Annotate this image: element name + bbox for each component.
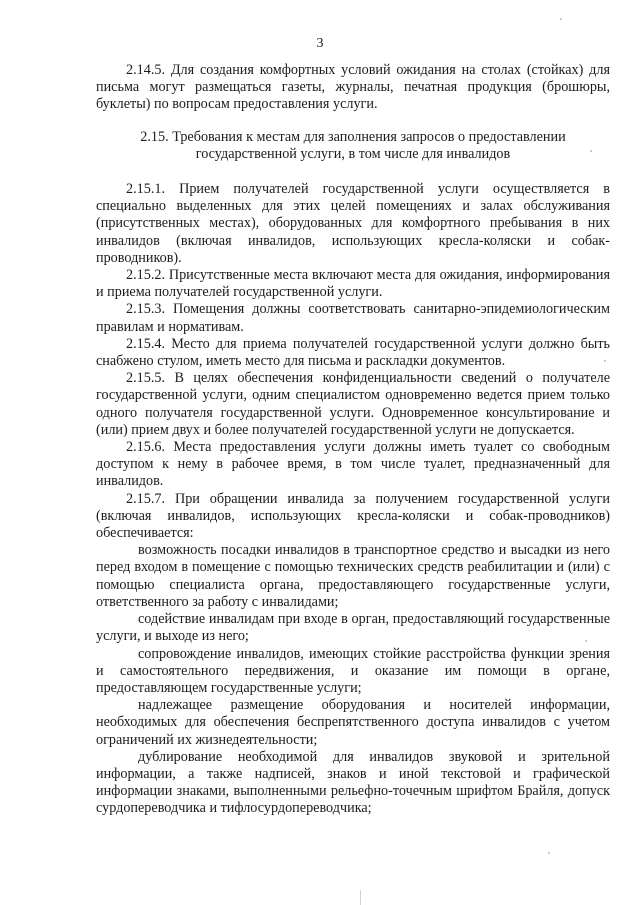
scan-speck xyxy=(585,640,587,642)
section-heading-2-15: 2.15. Требования к местам для заполнения запросов о предоставлении государственной услуги, в том числе для инвалидов xyxy=(140,128,566,162)
list-item: надлежащее размещение оборудования и носителей информации, необходимых для обеспечения беспрепятственного доступа инвалидов с учетом ограничений их жизнедеятельности; xyxy=(96,697,610,748)
paragraph-2-15-4: 2.15.4. Место для приема получателей государственной услуги должно быть снабжено стулом, иметь место для письма и раскладки документов. xyxy=(96,335,610,370)
paragraph-2-15-2: 2.15.2. Присутственные места включают места для ожидания, информирования и приема получателей государственной услуги. xyxy=(96,267,610,301)
scan-speck xyxy=(548,852,550,854)
list-item: дублирование необходимой для инвалидов звуковой и зрительной информации, а также надписей, знаков и иной текстовой и графической информации знаками, выполненными рельефно-точечным шрифтом Брайля, допуск сурдопереводчика и тифлосурдопереводчика; xyxy=(96,748,610,817)
scan-speck xyxy=(590,150,592,152)
scan-edge-line xyxy=(360,890,361,905)
document-body xyxy=(96,62,610,818)
paragraph-2-15-5: 2.15.5. В целях обеспечения конфиденциальности сведений о получателе государственной услуги, одним специалистом одновременно ведется прием только одного получателя государственной услуги. Одновременное консультирование и (или) прием двух и более получателей государственной услуги не допускается. xyxy=(96,370,610,438)
paragraph-2-15-1: 2.15.1. Прием получателей государственной услуги осуществляется в специально выделенных для этих целей помещениях и залах обслуживания (присутственных местах), оборудованных для комфортного пребывания в них инвалидов (включая инвалидов, использующих кресла-коляски и собак-проводников). xyxy=(96,181,610,266)
list-item: сопровождение инвалидов, имеющих стойкие расстройства функции зрения и самостоятельного передвижения, и оказание им помощи в органе, предоставляющем государственные услуги; xyxy=(96,645,610,696)
paragraph-2-15-6: 2.15.6. Места предоставления услуги должны иметь туалет со свободным доступом к нему в рабочее время, в том числе туалет, предназначенный для инвалидов. xyxy=(96,439,610,490)
paragraph-2-15-7: 2.15.7. При обращении инвалида за получением государственной услуги (включая инвалидов, использующих кресла-коляски и собак-проводников) обеспечивается: xyxy=(96,490,610,542)
scan-speck xyxy=(560,18,562,20)
paragraph-2-14-5: 2.14.5. Для создания комфортных условий ожидания на столах (стойках) для письма могут размещаться газеты, журналы, печатная продукция (брошюры, буклеты) по вопросам предоставления услуги. xyxy=(96,62,610,113)
page-number: 3 xyxy=(316,36,324,51)
paragraph-2-15-3: 2.15.3. Помещения должны соответствовать санитарно-эпидемиологическим правилам и нормативам. xyxy=(96,301,610,335)
list-item: возможность посадки инвалидов в транспортное средство и высадки из него перед входом в помещение с помощью технических средств реабилитации и (или) с помощью специалиста органа, предоставляющего государственные услуги, ответственного за работу с инвалидами; xyxy=(96,542,610,610)
scan-speck xyxy=(604,360,606,362)
list-item: содействие инвалидам при входе в орган, предоставляющий государственные услуги, и выходе из него; xyxy=(96,611,610,645)
